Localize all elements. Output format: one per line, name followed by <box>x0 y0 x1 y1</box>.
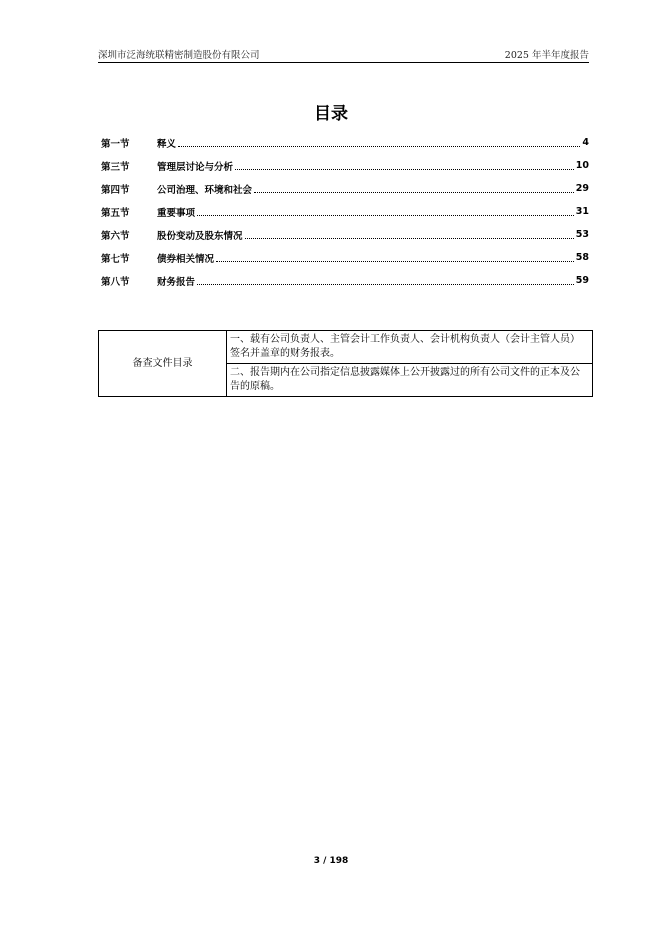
toc-entry[interactable] <box>101 223 589 246</box>
toc-title: 债券相关情况 <box>157 253 215 265</box>
report-name: 2025 年半年度报告 <box>504 50 589 61</box>
toc-title: 股份变动及股东情况 <box>157 230 243 242</box>
toc-section: 第三节 <box>101 161 130 173</box>
toc-title: 管理层讨论与分析 <box>157 161 234 173</box>
page-number: 3 / 198 <box>313 856 349 866</box>
toc-entry[interactable] <box>101 154 589 177</box>
toc-entry[interactable] <box>101 200 589 223</box>
toc-leader <box>235 169 574 170</box>
toc-section: 第七节 <box>101 253 130 265</box>
toc-leader <box>197 284 574 285</box>
toc-leader <box>245 238 574 239</box>
toc-leader <box>254 192 574 193</box>
toc-leader <box>216 261 574 262</box>
reference-item: 一、载有公司负责人、主管会计工作负责人、会计机构负责人（会计主管人员）签名并盖章的财务报表。 <box>227 331 593 364</box>
toc-section: 第六节 <box>101 230 130 242</box>
toc-title: 释义 <box>157 138 177 150</box>
toc-page: 53 <box>575 229 589 240</box>
toc-entry[interactable] <box>101 177 589 200</box>
toc-title: 公司治理、环境和社会 <box>157 184 253 196</box>
toc-page: 58 <box>575 252 589 263</box>
toc-section: 第一节 <box>101 138 130 150</box>
toc-section: 第五节 <box>101 207 130 219</box>
toc-section: 第八节 <box>101 276 130 288</box>
toc-title: 重要事项 <box>157 207 196 219</box>
reference-documents-table <box>98 330 593 397</box>
table-row <box>99 331 593 364</box>
toc-page: 31 <box>575 206 589 217</box>
toc-page: 29 <box>575 183 589 194</box>
table-of-contents <box>101 131 589 292</box>
company-name: 深圳市泛海统联精密制造股份有限公司 <box>98 50 260 61</box>
toc-leader <box>197 215 574 216</box>
toc-page: 4 <box>582 137 589 148</box>
toc-page: 10 <box>575 160 589 171</box>
toc-page: 59 <box>575 275 589 286</box>
page-title: 目录 <box>314 104 348 124</box>
toc-entry[interactable] <box>101 131 589 154</box>
toc-leader <box>178 146 580 147</box>
toc-entry[interactable] <box>101 269 589 292</box>
toc-entry[interactable] <box>101 246 589 269</box>
toc-section: 第四节 <box>101 184 130 196</box>
page-header <box>98 44 589 63</box>
reference-label: 备查文件目录 <box>99 331 227 397</box>
reference-item: 二、报告期内在公司指定信息披露媒体上公开披露过的所有公司文件的正本及公告的原稿。 <box>227 364 593 397</box>
toc-title: 财务报告 <box>157 276 196 288</box>
